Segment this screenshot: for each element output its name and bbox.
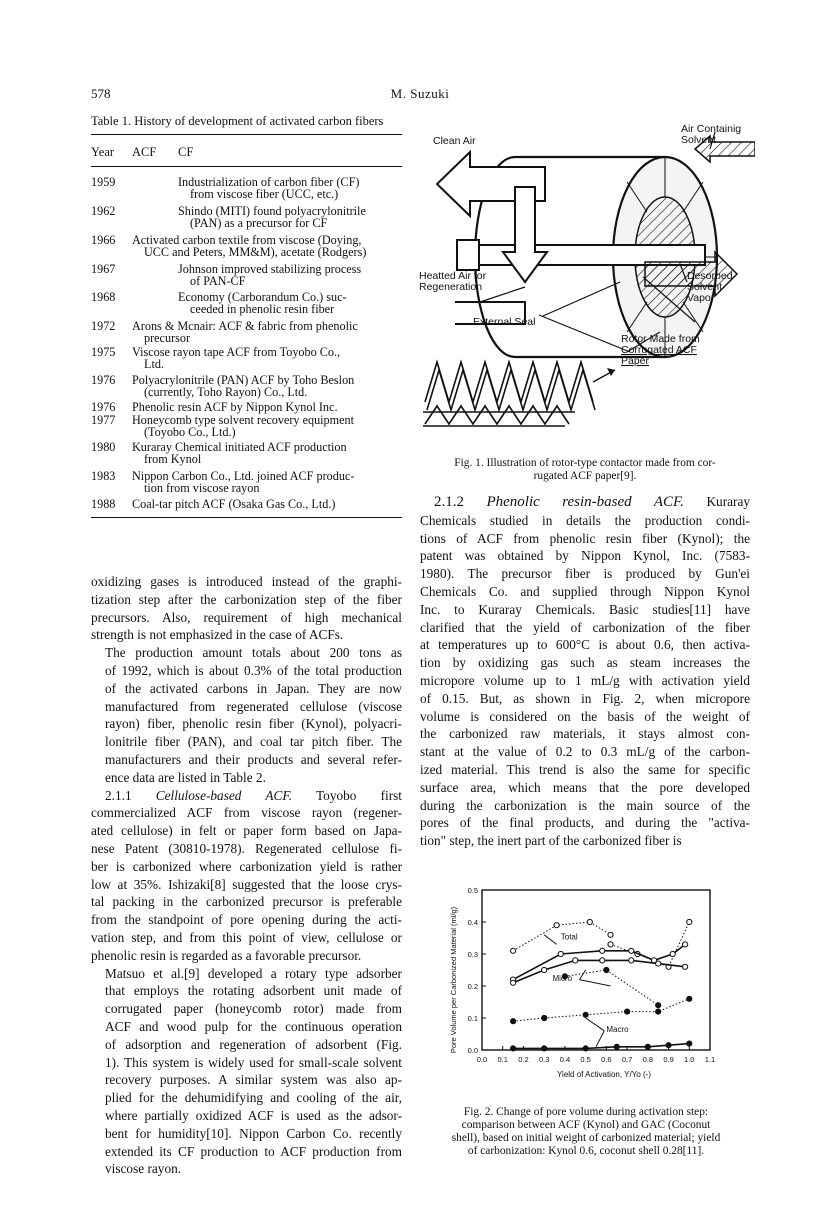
- table-cell-line: UCC and Peters, MM&M), acetate (Rodgers): [144, 245, 367, 259]
- data-point: [542, 1015, 547, 1020]
- section-2-1-2-first-word: Kuraray: [706, 494, 750, 509]
- text-line: recovery purposes. A similar system was also ap-: [105, 1072, 402, 1088]
- text-line: Inc. to Kuraray Chemicals. Basic studies[11] have: [420, 601, 750, 617]
- table-header-acf: ACF: [132, 145, 157, 159]
- data-point: [600, 948, 605, 953]
- text-line: low at 35%. Ishizaki[8] suggested that the loose crys-: [91, 876, 402, 892]
- data-point: [554, 923, 559, 928]
- section-2-1-2-title: Phenolic resin-based ACF.: [486, 494, 684, 510]
- external-seal-label: External Seal: [473, 316, 536, 328]
- corrugated-paper-icon: [423, 362, 595, 426]
- heated-air-label: Heatted Air for Regeneration: [419, 270, 487, 293]
- text-line: tion" step, the inert part of the carbonized fiber is: [420, 833, 682, 849]
- chart-annotation: Total: [560, 932, 578, 942]
- data-point: [583, 1012, 588, 1017]
- x-tick-label: 0.6: [601, 1055, 612, 1064]
- table-cell-line: from Kynol: [144, 452, 202, 466]
- data-point: [645, 1044, 650, 1049]
- data-point: [683, 964, 688, 969]
- text-line: patent was obtained by Nippon Kynol, Inc. (7583-: [420, 548, 750, 564]
- x-tick-label: 1.1: [704, 1055, 716, 1064]
- series-line: [513, 999, 689, 1021]
- table-cell-year: 1980: [91, 440, 116, 454]
- data-point: [510, 1046, 515, 1051]
- y-tick-label: 0.1: [467, 1014, 478, 1023]
- table-cell-year: 1976: [91, 400, 116, 414]
- paragraph-1: [91, 573, 402, 644]
- table-cell-line: precursor: [144, 331, 191, 345]
- data-point: [656, 1003, 661, 1008]
- text-line: volume is considered on the basis of the weight of: [420, 708, 750, 724]
- text-line: stant at the value of 0.2 to 0.3 mL/g of the carbon-: [420, 744, 750, 760]
- x-tick-label: 0.7: [621, 1055, 633, 1064]
- data-point: [558, 951, 563, 956]
- data-point: [604, 967, 609, 972]
- text-line: commercialized ACF from viscose rayon (regener-: [91, 805, 402, 821]
- section-2-1-1: [91, 787, 402, 805]
- table-cell-event: [178, 291, 402, 315]
- annotation-leader: [579, 980, 610, 986]
- table-cell-line: Industrialization of carbon fiber (CF): [178, 175, 360, 189]
- section-2-1-2-heading-line: [420, 493, 750, 512]
- table-cell-line: Economy (Carborandum Co.) suc-: [178, 290, 347, 304]
- annotation-leader: [544, 935, 556, 945]
- table-cell-year: 1967: [91, 262, 116, 276]
- data-point: [656, 961, 661, 966]
- table-cell-event: [132, 346, 402, 370]
- air-solvent-label: Air Containig Solvent: [681, 123, 742, 146]
- data-point: [683, 942, 688, 947]
- text-line: tization step after the carbonization step of the fiber: [91, 591, 402, 607]
- text-line: viscose rayon.: [105, 1161, 182, 1177]
- data-point: [614, 1044, 619, 1049]
- table-caption: Table 1. History of development of activated carbon fibers: [91, 114, 384, 128]
- table-cell-line: (currently, Toho Rayon) Co., Ltd.: [144, 385, 308, 399]
- table-cell-event: [132, 320, 402, 344]
- table-cell-event: [178, 205, 402, 229]
- table-cell-line: Shindo (MITI) found polyacrylonitrile: [178, 204, 366, 218]
- table-cell-event: [132, 414, 402, 438]
- data-point: [687, 919, 692, 924]
- table-cell-event: [132, 401, 402, 413]
- text-line: corrugated paper (honeycomb rotor) made from: [105, 1001, 402, 1017]
- figure-1-rotor-illustration: [415, 112, 755, 442]
- rotor-label: Rotor Made from Corrugated ACF Paper: [621, 333, 700, 367]
- section-2-1-1-first-words: Toyobo first: [315, 787, 402, 803]
- y-tick-label: 0.3: [467, 950, 478, 959]
- data-point: [510, 1019, 515, 1024]
- table-cell-event: [132, 234, 402, 258]
- y-tick-label: 0.0: [467, 1046, 478, 1055]
- text-line: vation step, and from this point of view, cellulose or: [91, 929, 402, 945]
- text-line: lonitrile fiber (PAN), and coal tar pitch fiber. The: [105, 734, 402, 750]
- table-cell-line: from viscose fiber (UCC, etc.): [190, 187, 339, 201]
- data-point: [573, 958, 578, 963]
- text-line: manufactured from regenerated cellulose (viscose: [105, 698, 402, 714]
- table-cell-event: [132, 470, 402, 494]
- data-point: [666, 1043, 671, 1048]
- x-tick-label: 0.0: [476, 1055, 488, 1064]
- text-line: rayon) fiber, phenolic resin fiber (Kynol), polyacri-: [105, 716, 402, 732]
- data-point: [656, 1009, 661, 1014]
- table-cell-line: Ltd.: [144, 357, 164, 371]
- text-line: strength is not emphasized in the case of ACFs.: [91, 627, 344, 643]
- text-line: ACF and wood pulp for the continuous operation: [105, 1018, 402, 1034]
- x-tick-label: 0.1: [497, 1055, 508, 1064]
- text-line: from the standpoint of pore opening during the acti-: [91, 912, 402, 928]
- text-line: oxidizing gases is introduced instead of the graphi-: [91, 574, 402, 589]
- text-line: at temperatures up to 600°C is about 0.6, then activa-: [420, 637, 750, 653]
- figure-2-caption-line: of carbonization: Kynol 0.6, coconut shell 0.28[11].: [467, 1145, 705, 1157]
- text-line: bent for humidity[10]. Nippon Carbon Co. recently: [105, 1125, 402, 1141]
- table-cell-year: 1975: [91, 345, 116, 359]
- text-line: ber is carbonized where carbonization yield is rather: [91, 858, 402, 874]
- text-line: manufacturers and their products and several refer-: [105, 751, 402, 767]
- x-tick-label: 0.8: [642, 1055, 654, 1064]
- table-cell-year: 1968: [91, 290, 116, 304]
- figure-2-caption-line: Fig. 2. Change of pore volume during activation step:: [463, 1106, 709, 1118]
- table-bottom-rule: [91, 517, 402, 518]
- figure-1-caption-line: Fig. 1. Illustration of rotor-type contactor made from cor-: [454, 457, 716, 469]
- table-cell-event: [178, 263, 402, 287]
- text-line: ence data are listed in Table 2.: [105, 769, 266, 785]
- right-column-paragraph: [420, 512, 750, 850]
- table-cell-line: Viscose rayon tape ACF from Toyobo Co.,: [132, 345, 341, 359]
- text-line: the carbonized raw materials, it stays almost con-: [420, 726, 750, 742]
- table-cell-line: Polyacrylonitrile (PAN) ACF by Toho Beslon: [132, 373, 355, 387]
- annotation-leader: [596, 1031, 604, 1047]
- table-cell-line: (PAN) as a precursor for CF: [190, 216, 328, 230]
- text-line: precursors. Also, requirement of high mechanical: [91, 609, 402, 625]
- left-column: [91, 573, 402, 1178]
- table-cell-line: (Toyobo Co., Ltd.): [144, 425, 236, 439]
- table-header-rule: [91, 166, 402, 167]
- y-tick-label: 0.4: [467, 918, 478, 927]
- figure-2-chart: [420, 860, 750, 1100]
- text-line: phenolic resin is regarded as a favorable precursor.: [91, 947, 362, 963]
- chart-annotation: Micro: [552, 974, 573, 984]
- text-line: Chemicals Co. and supplied through Nippon Kynol: [420, 583, 750, 599]
- x-tick-label: 0.9: [663, 1055, 674, 1064]
- annotation-leader: [586, 1018, 605, 1031]
- text-line: Chemicals studied in details the production condi-: [420, 512, 750, 528]
- table-cell-year: 1977: [91, 413, 116, 427]
- y-tick-label: 0.5: [467, 886, 478, 895]
- table-cell-line: Phenolic resin ACF by Nippon Kynol Inc.: [132, 400, 338, 414]
- series-line: [513, 1044, 689, 1049]
- text-line: surface area, which means that the pore developed: [420, 779, 750, 795]
- section-2-1-1-number: 2.1.1: [105, 787, 132, 803]
- text-line: The production amount totals about 200 tons as: [105, 645, 402, 661]
- table-cell-year: 1988: [91, 497, 116, 511]
- text-line: where partially oxidized ACF is used as the adsor-: [105, 1107, 402, 1123]
- desorbed-vapor-label: Desorbed Solvent Vapor: [687, 270, 733, 304]
- data-point: [583, 1046, 588, 1051]
- paragraph-2: [91, 644, 402, 786]
- section-2-1-1-title: Cellulose-based ACF.: [155, 787, 293, 803]
- x-tick-label: 0.3: [538, 1055, 550, 1064]
- series-line: [565, 970, 658, 1005]
- figure-2-caption: [416, 1106, 756, 1158]
- data-point: [608, 932, 613, 937]
- text-line: tions of ACF from phenolic resin fiber (Kynol); the: [420, 530, 750, 546]
- text-line: during the carbonization is the main source of the: [420, 797, 750, 813]
- table-cell-event: [178, 176, 402, 200]
- table-cell-event: [132, 374, 402, 398]
- data-point: [608, 942, 613, 947]
- data-point: [587, 919, 592, 924]
- text-line: micropore volume up to 1 mL/g with activation yield: [420, 672, 750, 688]
- text-line: tion by oxidizing gas such as steam increases the: [420, 655, 750, 671]
- data-point: [542, 1046, 547, 1051]
- x-tick-label: 1.0: [684, 1055, 695, 1064]
- x-tick-label: 0.5: [580, 1055, 591, 1064]
- running-head: M. Suzuki: [390, 86, 450, 101]
- table-cell-line: Arons & Mcnair: ACF & fabric from phenolic: [132, 319, 358, 333]
- table-cell-year: 1962: [91, 204, 116, 218]
- text-line: tal packing in the carbonized precursor is preferable: [91, 894, 402, 910]
- annotation-leader: [579, 970, 585, 980]
- table-cell-event: [132, 498, 402, 510]
- table-cell-line: of PAN-CF: [190, 274, 246, 288]
- table-top-rule: [91, 134, 402, 135]
- clean-air-label: Clean Air: [433, 135, 476, 147]
- text-line: extended its CF production to ACF production from: [105, 1143, 402, 1159]
- data-point: [687, 996, 692, 1001]
- table-cell-year: 1983: [91, 469, 116, 483]
- y-tick-label: 0.2: [467, 982, 478, 991]
- table-cell-line: Coal-tar pitch ACF (Osaka Gas Co., Ltd.): [132, 497, 336, 511]
- table-cell-line: Nippon Carbon Co., Ltd. joined ACF produc-: [132, 469, 355, 483]
- text-line: that employs the rotating adsorbent unit made of: [105, 983, 402, 999]
- figure-2-caption-line: shell), based on initial weight of carbonized material; yield: [451, 1132, 721, 1144]
- table-cell-line: Kuraray Chemical initiated ACF production: [132, 440, 347, 454]
- text-line: nese Patent (30810-1978). Regenerated cellulose fi-: [91, 840, 402, 856]
- page-number: 578: [91, 86, 111, 101]
- table-cell-year: 1959: [91, 175, 116, 189]
- data-point: [510, 948, 515, 953]
- data-point: [629, 958, 634, 963]
- text-line: of 1992, which is about 0.3% of the total production: [105, 662, 402, 678]
- text-line: 1980). The precursor fiber is produced by Gun'ei: [420, 566, 750, 582]
- table-cell-event: [132, 441, 402, 465]
- paragraph-3: [91, 804, 402, 964]
- chart-annotation: Macro: [606, 1024, 629, 1034]
- text-line: 1). This system is widely used for small-scale solvent: [105, 1054, 402, 1070]
- table-cell-line: tion from viscose rayon: [144, 481, 260, 495]
- text-line: of the activated carbons in Japan. They are now: [105, 680, 402, 696]
- table-cell-line: Honeycomb type solvent recovery equipment: [132, 413, 355, 427]
- figure-1-caption-line: rugated ACF paper[9].: [533, 470, 637, 482]
- data-point: [510, 980, 515, 985]
- data-point: [629, 948, 634, 953]
- text-line: Matsuo et al.[9] developed a rotary type adsorber: [105, 965, 402, 981]
- table-cell-line: ceeded in phenolic resin fiber: [190, 302, 335, 316]
- y-axis-label: Pore Volume per Carbonized Material (ml/g): [449, 906, 458, 1054]
- data-point: [542, 967, 547, 972]
- data-point: [670, 951, 675, 956]
- data-point: [600, 958, 605, 963]
- figure-2-caption-line: comparison between ACF (Kynol) and GAC (Coconut: [461, 1119, 711, 1131]
- table-cell-year: 1966: [91, 233, 116, 247]
- table-header-cf: CF: [178, 145, 194, 159]
- text-line: of 0.15. But, as shown in Fig. 2, when micropore: [420, 690, 750, 706]
- table-cell-line: Johnson improved stabilizing process: [178, 262, 362, 276]
- x-axis-label: Yield of Activation, Y/Yo (-): [557, 1070, 651, 1079]
- text-line: pores of the final products, and during the "activa-: [420, 815, 750, 831]
- section-2-1-2-number: 2.1.2: [434, 494, 464, 510]
- table-cell-line: Activated carbon textile from viscose (Doying,: [132, 233, 362, 247]
- right-column: [420, 493, 750, 850]
- paragraph-4: [91, 965, 402, 1179]
- plot-frame: [482, 890, 710, 1050]
- data-point: [624, 1009, 629, 1014]
- text-line: ated cellulose) in felt or paper form based on Japa-: [91, 823, 402, 839]
- x-tick-label: 0.4: [559, 1055, 571, 1064]
- figure-1-caption: [420, 457, 750, 483]
- data-point: [687, 1041, 692, 1046]
- text-line: plied for the dehumidifying and cooling of the air,: [105, 1090, 402, 1106]
- text-line: ized material. This trend is also the same for specific: [420, 761, 750, 777]
- table-header-year: Year: [91, 145, 115, 159]
- x-tick-label: 0.2: [518, 1055, 529, 1064]
- text-line: clarified that the yield of carbonization of the fiber: [420, 619, 750, 635]
- text-line: of adsorption and regeneration of adsorbent (Fig.: [105, 1036, 402, 1052]
- table-cell-year: 1972: [91, 319, 116, 333]
- table-cell-year: 1976: [91, 373, 116, 387]
